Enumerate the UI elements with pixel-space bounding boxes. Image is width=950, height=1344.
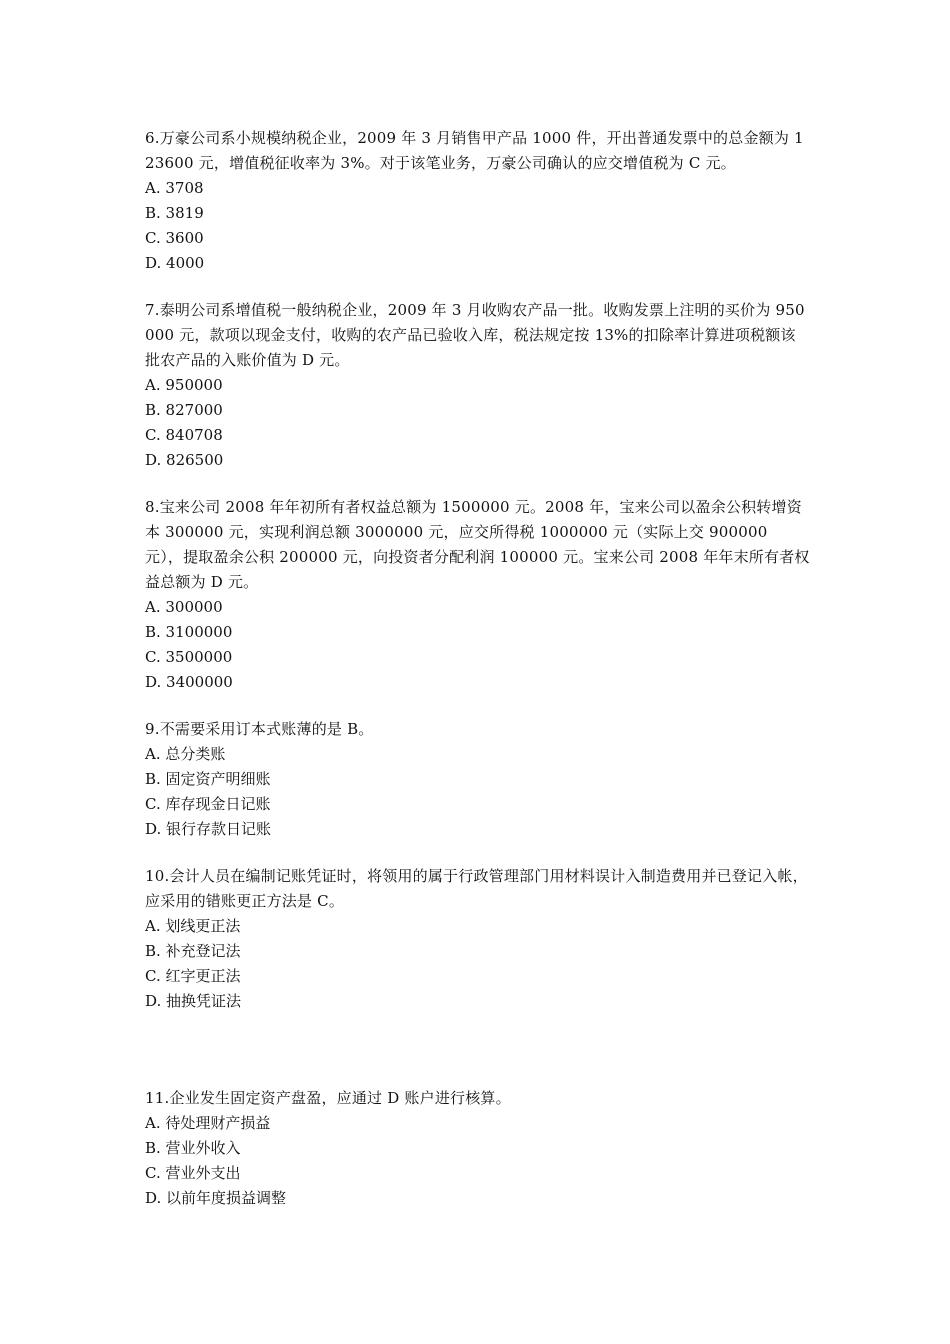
question-6 xyxy=(145,126,810,276)
option-d: D. 826500 xyxy=(145,451,224,469)
option-c: C. 红字更正法 xyxy=(145,967,241,985)
option-c: C. 840708 xyxy=(145,426,223,444)
option-a: A. 划线更正法 xyxy=(145,917,241,935)
question-stem: 8.宝来公司 2008 年年初所有者权益总额为 1500000 元。2008 年，宝来公司以盈余公积转增资本 300000 元，实现利润总额 3000000 元，应交所得税 1000000 元（实际上交 900000 元），提取盈余公积 200000 元，向投资者分配利润 100000 元。宝来公司 2008 年年末所有者权益总额为 D 元。 xyxy=(145,498,810,591)
option-a: A. 待处理财产损益 xyxy=(145,1114,271,1132)
option-c: C. 3500000 xyxy=(145,648,233,666)
option-b: B. 补充登记法 xyxy=(145,942,241,960)
question-7 xyxy=(145,298,810,473)
option-c: C. 3600 xyxy=(145,229,204,247)
option-a: A. 总分类账 xyxy=(145,745,226,763)
option-a: A. 300000 xyxy=(145,598,223,616)
option-b: B. 827000 xyxy=(145,401,223,419)
question-stem: 9.不需要采用订本式账薄的是 B。 xyxy=(145,720,374,738)
option-d: D. 4000 xyxy=(145,254,205,272)
question-stem: 7.泰明公司系增值税一般纳税企业，2009 年 3 月收购农产品一批。收购发票上注明的买价为 950000 元，款项以现金支付，收购的农产品已验收入库，税法规定按 13%的扣除率计算进项税额该批农产品的入账价值为 D 元。 xyxy=(145,301,805,369)
option-b: B. 固定资产明细账 xyxy=(145,770,271,788)
question-stem: 10.会计人员在编制记账凭证时，将领用的属于行政管理部门用材料误计入制造费用并已登记入帐，应采用的错账更正方法是 C。 xyxy=(145,867,808,910)
question-9 xyxy=(145,717,810,842)
option-b: B. 3100000 xyxy=(145,623,233,641)
option-b: B. 营业外收入 xyxy=(145,1139,241,1157)
question-10 xyxy=(145,864,810,1014)
option-a: A. 3708 xyxy=(145,179,204,197)
question-stem: 6.万豪公司系小规模纳税企业，2009 年 3 月销售甲产品 1000 件，开出普通发票中的总金额为 123600 元，增值税征收率为 3%。对于该笔业务，万豪公司确认的应交增值税为 C 元。 xyxy=(145,129,804,172)
option-d: D. 抽换凭证法 xyxy=(145,992,242,1010)
question-8 xyxy=(145,495,810,695)
option-d: D. 3400000 xyxy=(145,673,233,691)
option-d: D. 银行存款日记账 xyxy=(145,820,272,838)
question-stem: 11.企业发生固定资产盘盈，应通过 D 账户进行核算。 xyxy=(145,1089,511,1107)
option-a: A. 950000 xyxy=(145,376,223,394)
option-c: C. 库存现金日记账 xyxy=(145,795,271,813)
question-11 xyxy=(145,1086,810,1211)
option-c: C. 营业外支出 xyxy=(145,1164,241,1182)
option-b: B. 3819 xyxy=(145,204,204,222)
document-page xyxy=(145,126,810,1211)
option-d: D. 以前年度损益调整 xyxy=(145,1189,287,1207)
